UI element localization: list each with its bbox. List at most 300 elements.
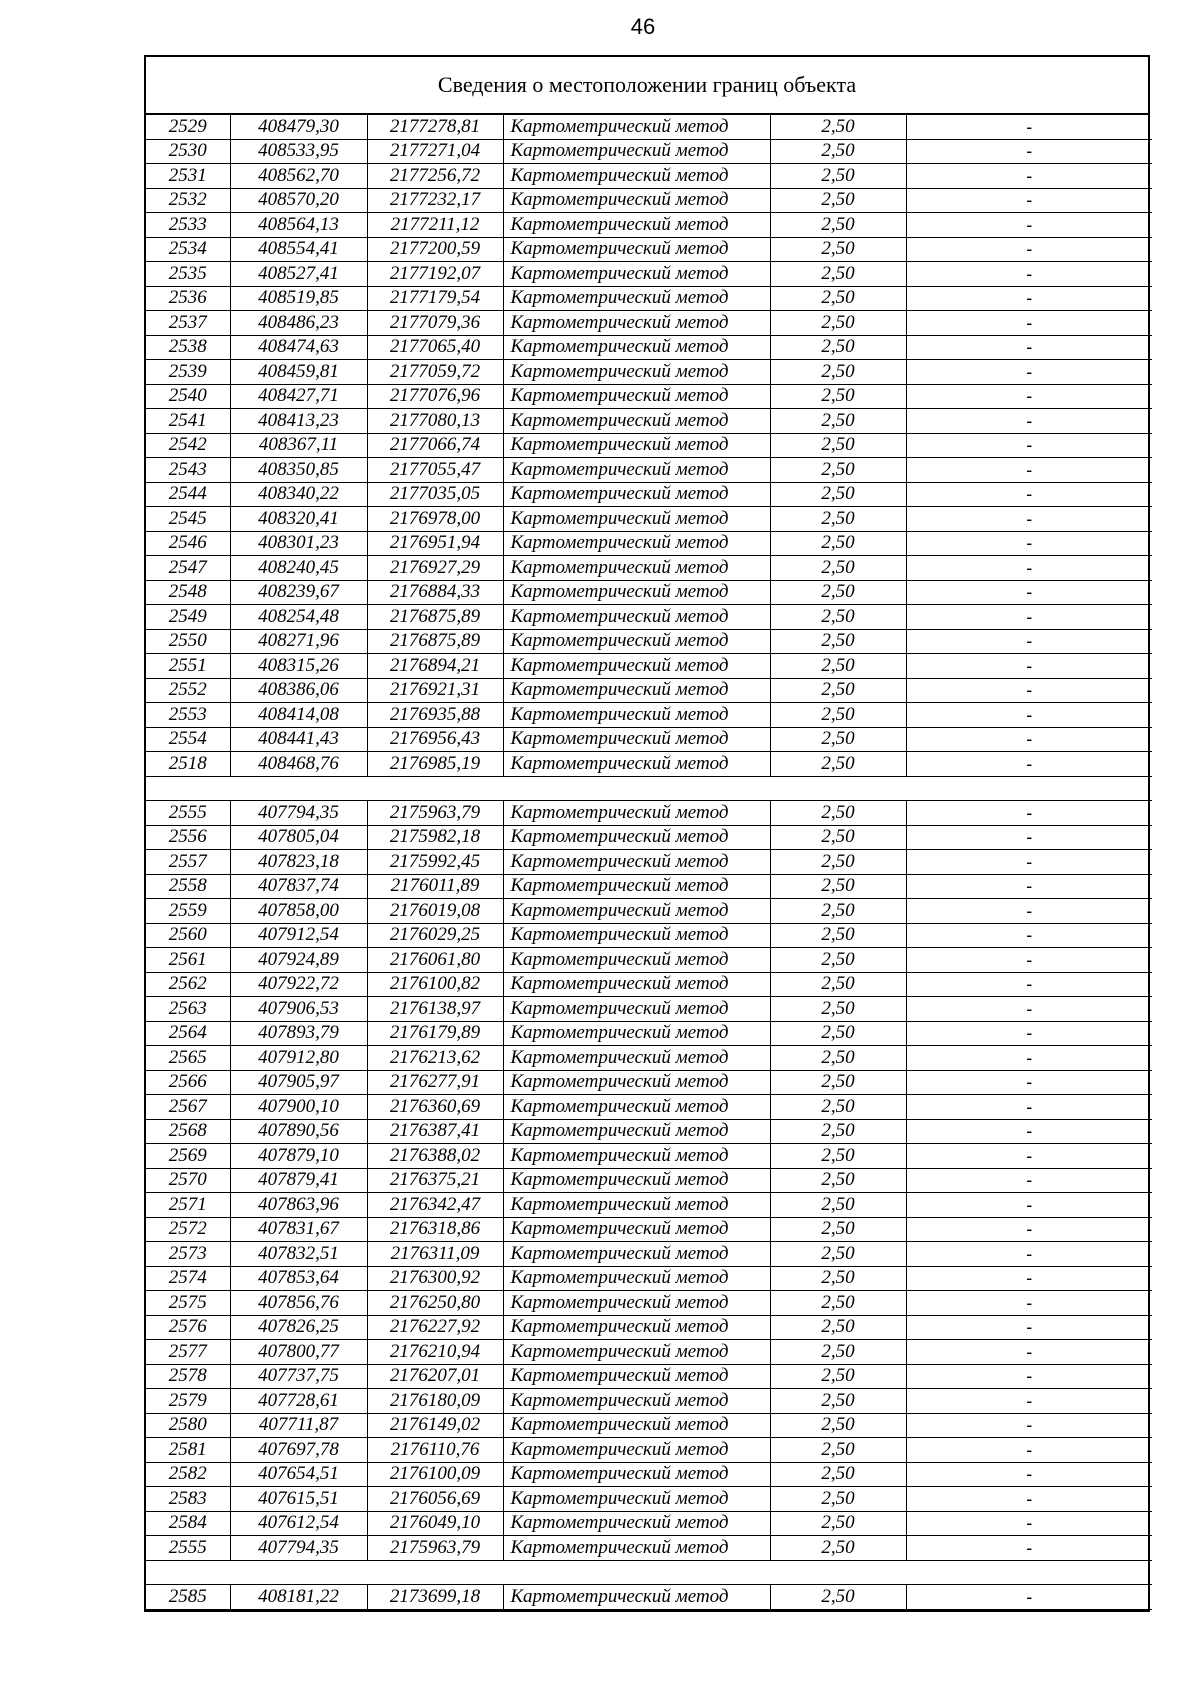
description-cell: - bbox=[906, 556, 1152, 581]
point-number-cell: 2542 bbox=[146, 433, 230, 458]
description-cell: - bbox=[906, 482, 1152, 507]
point-number-cell: 2531 bbox=[146, 164, 230, 189]
description-cell: - bbox=[906, 703, 1152, 728]
method-cell: Картометрический метод bbox=[503, 1095, 770, 1120]
y-coordinate-cell: 2176387,41 bbox=[367, 1119, 503, 1144]
method-cell: Картометрический метод bbox=[503, 948, 770, 973]
method-cell: Картометрический метод bbox=[503, 972, 770, 997]
x-coordinate-cell: 408441,43 bbox=[230, 727, 367, 752]
table-row bbox=[146, 115, 1152, 139]
y-coordinate-cell: 2176884,33 bbox=[367, 580, 503, 605]
x-coordinate-cell: 407832,51 bbox=[230, 1242, 367, 1267]
y-coordinate-cell: 2173699,18 bbox=[367, 1585, 503, 1610]
table-row bbox=[146, 1340, 1152, 1365]
table-row bbox=[146, 1144, 1152, 1169]
accuracy-cell: 2,50 bbox=[770, 1291, 906, 1316]
method-cell: Картометрический метод bbox=[503, 237, 770, 262]
description-cell: - bbox=[906, 1217, 1152, 1242]
y-coordinate-cell: 2177066,74 bbox=[367, 433, 503, 458]
y-coordinate-cell: 2177059,72 bbox=[367, 360, 503, 385]
x-coordinate-cell: 408459,81 bbox=[230, 360, 367, 385]
point-number-cell: 2575 bbox=[146, 1291, 230, 1316]
x-coordinate-cell: 407823,18 bbox=[230, 850, 367, 875]
point-number-cell: 2560 bbox=[146, 923, 230, 948]
table-row bbox=[146, 825, 1152, 850]
y-coordinate-cell: 2176388,02 bbox=[367, 1144, 503, 1169]
table-row bbox=[146, 384, 1152, 409]
method-cell: Картометрический метод bbox=[503, 629, 770, 654]
method-cell: Картометрический метод bbox=[503, 752, 770, 777]
description-cell: - bbox=[906, 139, 1152, 164]
description-cell: - bbox=[906, 654, 1152, 679]
method-cell: Картометрический метод bbox=[503, 1193, 770, 1218]
table-row bbox=[146, 188, 1152, 213]
method-cell: Картометрический метод bbox=[503, 262, 770, 287]
group-separator-row bbox=[146, 1560, 1152, 1585]
y-coordinate-cell: 2177079,36 bbox=[367, 311, 503, 336]
accuracy-cell: 2,50 bbox=[770, 286, 906, 311]
point-number-cell: 2558 bbox=[146, 874, 230, 899]
accuracy-cell: 2,50 bbox=[770, 384, 906, 409]
y-coordinate-cell: 2177256,72 bbox=[367, 164, 503, 189]
method-cell: Картометрический метод bbox=[503, 703, 770, 728]
y-coordinate-cell: 2176894,21 bbox=[367, 654, 503, 679]
point-number-cell: 2540 bbox=[146, 384, 230, 409]
table-row bbox=[146, 1487, 1152, 1512]
y-coordinate-cell: 2176935,88 bbox=[367, 703, 503, 728]
x-coordinate-cell: 408240,45 bbox=[230, 556, 367, 581]
x-coordinate-cell: 407794,35 bbox=[230, 1536, 367, 1561]
point-number-cell: 2555 bbox=[146, 1536, 230, 1561]
y-coordinate-cell: 2176927,29 bbox=[367, 556, 503, 581]
y-coordinate-cell: 2176138,97 bbox=[367, 997, 503, 1022]
x-coordinate-cell: 408474,63 bbox=[230, 335, 367, 360]
point-number-cell: 2585 bbox=[146, 1585, 230, 1610]
table-row bbox=[146, 1585, 1152, 1610]
x-coordinate-cell: 407922,72 bbox=[230, 972, 367, 997]
x-coordinate-cell: 407912,54 bbox=[230, 923, 367, 948]
method-cell: Картометрический метод bbox=[503, 1119, 770, 1144]
y-coordinate-cell: 2176110,76 bbox=[367, 1438, 503, 1463]
table-row bbox=[146, 1291, 1152, 1316]
table-row bbox=[146, 1438, 1152, 1463]
accuracy-cell: 2,50 bbox=[770, 1070, 906, 1095]
table-row bbox=[146, 433, 1152, 458]
point-number-cell: 2578 bbox=[146, 1364, 230, 1389]
y-coordinate-cell: 2176250,80 bbox=[367, 1291, 503, 1316]
accuracy-cell: 2,50 bbox=[770, 972, 906, 997]
y-coordinate-cell: 2176149,02 bbox=[367, 1413, 503, 1438]
method-cell: Картометрический метод bbox=[503, 654, 770, 679]
method-cell: Картометрический метод bbox=[503, 1438, 770, 1463]
table-row bbox=[146, 1119, 1152, 1144]
x-coordinate-cell: 408527,41 bbox=[230, 262, 367, 287]
x-coordinate-cell: 408564,13 bbox=[230, 213, 367, 238]
description-cell: - bbox=[906, 237, 1152, 262]
x-coordinate-cell: 407856,76 bbox=[230, 1291, 367, 1316]
accuracy-cell: 2,50 bbox=[770, 1021, 906, 1046]
x-coordinate-cell: 408386,06 bbox=[230, 678, 367, 703]
point-number-cell: 2565 bbox=[146, 1046, 230, 1071]
accuracy-cell: 2,50 bbox=[770, 237, 906, 262]
table-row bbox=[146, 1462, 1152, 1487]
x-coordinate-cell: 408367,11 bbox=[230, 433, 367, 458]
table-row bbox=[146, 580, 1152, 605]
accuracy-cell: 2,50 bbox=[770, 507, 906, 532]
description-cell: - bbox=[906, 1315, 1152, 1340]
method-cell: Картометрический метод bbox=[503, 531, 770, 556]
y-coordinate-cell: 2175992,45 bbox=[367, 850, 503, 875]
description-cell: - bbox=[906, 1193, 1152, 1218]
description-cell: - bbox=[906, 433, 1152, 458]
separator-cell bbox=[146, 776, 1152, 801]
x-coordinate-cell: 408427,71 bbox=[230, 384, 367, 409]
point-number-cell: 2536 bbox=[146, 286, 230, 311]
accuracy-cell: 2,50 bbox=[770, 311, 906, 336]
coordinates-table bbox=[146, 115, 1152, 1610]
method-cell: Картометрический метод bbox=[503, 1070, 770, 1095]
x-coordinate-cell: 407837,74 bbox=[230, 874, 367, 899]
method-cell: Картометрический метод bbox=[503, 923, 770, 948]
x-coordinate-cell: 408519,85 bbox=[230, 286, 367, 311]
description-cell: - bbox=[906, 1266, 1152, 1291]
accuracy-cell: 2,50 bbox=[770, 1511, 906, 1536]
y-coordinate-cell: 2176049,10 bbox=[367, 1511, 503, 1536]
accuracy-cell: 2,50 bbox=[770, 1438, 906, 1463]
method-cell: Картометрический метод bbox=[503, 482, 770, 507]
description-cell: - bbox=[906, 1511, 1152, 1536]
x-coordinate-cell: 408486,23 bbox=[230, 311, 367, 336]
description-cell: - bbox=[906, 458, 1152, 483]
accuracy-cell: 2,50 bbox=[770, 801, 906, 826]
method-cell: Картометрический метод bbox=[503, 1315, 770, 1340]
method-cell: Картометрический метод bbox=[503, 1021, 770, 1046]
y-coordinate-cell: 2176210,94 bbox=[367, 1340, 503, 1365]
description-cell: - bbox=[906, 1487, 1152, 1512]
accuracy-cell: 2,50 bbox=[770, 531, 906, 556]
y-coordinate-cell: 2175982,18 bbox=[367, 825, 503, 850]
x-coordinate-cell: 407737,75 bbox=[230, 1364, 367, 1389]
x-coordinate-cell: 408533,95 bbox=[230, 139, 367, 164]
table-row bbox=[146, 458, 1152, 483]
accuracy-cell: 2,50 bbox=[770, 923, 906, 948]
y-coordinate-cell: 2176951,94 bbox=[367, 531, 503, 556]
method-cell: Картометрический метод bbox=[503, 1364, 770, 1389]
description-cell: - bbox=[906, 1438, 1152, 1463]
x-coordinate-cell: 408468,76 bbox=[230, 752, 367, 777]
table-row bbox=[146, 1413, 1152, 1438]
description-cell: - bbox=[906, 605, 1152, 630]
y-coordinate-cell: 2175963,79 bbox=[367, 801, 503, 826]
x-coordinate-cell: 407924,89 bbox=[230, 948, 367, 973]
y-coordinate-cell: 2176179,89 bbox=[367, 1021, 503, 1046]
y-coordinate-cell: 2177200,59 bbox=[367, 237, 503, 262]
point-number-cell: 2557 bbox=[146, 850, 230, 875]
table-row bbox=[146, 1070, 1152, 1095]
table-row bbox=[146, 1315, 1152, 1340]
method-cell: Картометрический метод bbox=[503, 188, 770, 213]
description-cell: - bbox=[906, 286, 1152, 311]
point-number-cell: 2562 bbox=[146, 972, 230, 997]
description-cell: - bbox=[906, 360, 1152, 385]
point-number-cell: 2552 bbox=[146, 678, 230, 703]
table-row bbox=[146, 311, 1152, 336]
x-coordinate-cell: 407905,97 bbox=[230, 1070, 367, 1095]
table-row bbox=[146, 409, 1152, 434]
point-number-cell: 2576 bbox=[146, 1315, 230, 1340]
accuracy-cell: 2,50 bbox=[770, 629, 906, 654]
method-cell: Картометрический метод bbox=[503, 580, 770, 605]
y-coordinate-cell: 2176318,86 bbox=[367, 1217, 503, 1242]
point-number-cell: 2537 bbox=[146, 311, 230, 336]
point-number-cell: 2570 bbox=[146, 1168, 230, 1193]
method-cell: Картометрический метод bbox=[503, 164, 770, 189]
point-number-cell: 2569 bbox=[146, 1144, 230, 1169]
description-cell: - bbox=[906, 899, 1152, 924]
y-coordinate-cell: 2177065,40 bbox=[367, 335, 503, 360]
point-number-cell: 2543 bbox=[146, 458, 230, 483]
x-coordinate-cell: 408239,67 bbox=[230, 580, 367, 605]
method-cell: Картометрический метод bbox=[503, 1242, 770, 1267]
description-cell: - bbox=[906, 1364, 1152, 1389]
accuracy-cell: 2,50 bbox=[770, 1046, 906, 1071]
point-number-cell: 2549 bbox=[146, 605, 230, 630]
table-row bbox=[146, 335, 1152, 360]
x-coordinate-cell: 407654,51 bbox=[230, 1462, 367, 1487]
method-cell: Картометрический метод bbox=[503, 139, 770, 164]
y-coordinate-cell: 2176875,89 bbox=[367, 605, 503, 630]
table-row bbox=[146, 531, 1152, 556]
y-coordinate-cell: 2176019,08 bbox=[367, 899, 503, 924]
x-coordinate-cell: 407697,78 bbox=[230, 1438, 367, 1463]
accuracy-cell: 2,50 bbox=[770, 115, 906, 139]
description-cell: - bbox=[906, 1070, 1152, 1095]
table-row bbox=[146, 1193, 1152, 1218]
method-cell: Картометрический метод bbox=[503, 286, 770, 311]
point-number-cell: 2567 bbox=[146, 1095, 230, 1120]
accuracy-cell: 2,50 bbox=[770, 1095, 906, 1120]
accuracy-cell: 2,50 bbox=[770, 409, 906, 434]
x-coordinate-cell: 407800,77 bbox=[230, 1340, 367, 1365]
description-cell: - bbox=[906, 1585, 1152, 1610]
method-cell: Картометрический метод bbox=[503, 801, 770, 826]
table-row bbox=[146, 678, 1152, 703]
accuracy-cell: 2,50 bbox=[770, 1462, 906, 1487]
table-row bbox=[146, 1168, 1152, 1193]
y-coordinate-cell: 2176985,19 bbox=[367, 752, 503, 777]
table-row bbox=[146, 213, 1152, 238]
x-coordinate-cell: 407711,87 bbox=[230, 1413, 367, 1438]
point-number-cell: 2555 bbox=[146, 801, 230, 826]
x-coordinate-cell: 407879,41 bbox=[230, 1168, 367, 1193]
accuracy-cell: 2,50 bbox=[770, 1413, 906, 1438]
point-number-cell: 2571 bbox=[146, 1193, 230, 1218]
accuracy-cell: 2,50 bbox=[770, 1193, 906, 1218]
point-number-cell: 2548 bbox=[146, 580, 230, 605]
accuracy-cell: 2,50 bbox=[770, 678, 906, 703]
group-separator-row bbox=[146, 776, 1152, 801]
description-cell: - bbox=[906, 801, 1152, 826]
description-cell: - bbox=[906, 1462, 1152, 1487]
point-number-cell: 2534 bbox=[146, 237, 230, 262]
table-row bbox=[146, 874, 1152, 899]
description-cell: - bbox=[906, 997, 1152, 1022]
accuracy-cell: 2,50 bbox=[770, 1364, 906, 1389]
accuracy-cell: 2,50 bbox=[770, 262, 906, 287]
accuracy-cell: 2,50 bbox=[770, 1315, 906, 1340]
point-number-cell: 2573 bbox=[146, 1242, 230, 1267]
page-number: 46 bbox=[630, 14, 656, 39]
method-cell: Картометрический метод bbox=[503, 1266, 770, 1291]
description-cell: - bbox=[906, 1536, 1152, 1561]
accuracy-cell: 2,50 bbox=[770, 1119, 906, 1144]
point-number-cell: 2518 bbox=[146, 752, 230, 777]
accuracy-cell: 2,50 bbox=[770, 1536, 906, 1561]
description-cell: - bbox=[906, 727, 1152, 752]
accuracy-cell: 2,50 bbox=[770, 188, 906, 213]
x-coordinate-cell: 408562,70 bbox=[230, 164, 367, 189]
point-number-cell: 2546 bbox=[146, 531, 230, 556]
point-number-cell: 2561 bbox=[146, 948, 230, 973]
description-cell: - bbox=[906, 1389, 1152, 1414]
point-number-cell: 2532 bbox=[146, 188, 230, 213]
y-coordinate-cell: 2177271,04 bbox=[367, 139, 503, 164]
point-number-cell: 2559 bbox=[146, 899, 230, 924]
accuracy-cell: 2,50 bbox=[770, 899, 906, 924]
method-cell: Картометрический метод bbox=[503, 899, 770, 924]
table-row bbox=[146, 1511, 1152, 1536]
y-coordinate-cell: 2176956,43 bbox=[367, 727, 503, 752]
table-row bbox=[146, 262, 1152, 287]
point-number-cell: 2533 bbox=[146, 213, 230, 238]
point-number-cell: 2584 bbox=[146, 1511, 230, 1536]
y-coordinate-cell: 2176342,47 bbox=[367, 1193, 503, 1218]
description-cell: - bbox=[906, 629, 1152, 654]
accuracy-cell: 2,50 bbox=[770, 874, 906, 899]
point-number-cell: 2580 bbox=[146, 1413, 230, 1438]
point-number-cell: 2541 bbox=[146, 409, 230, 434]
table-row bbox=[146, 1266, 1152, 1291]
table-row bbox=[146, 1217, 1152, 1242]
description-cell: - bbox=[906, 1021, 1152, 1046]
point-number-cell: 2582 bbox=[146, 1462, 230, 1487]
description-cell: - bbox=[906, 1046, 1152, 1071]
point-number-cell: 2572 bbox=[146, 1217, 230, 1242]
method-cell: Картометрический метод bbox=[503, 458, 770, 483]
point-number-cell: 2545 bbox=[146, 507, 230, 532]
description-cell: - bbox=[906, 850, 1152, 875]
table-row bbox=[146, 850, 1152, 875]
accuracy-cell: 2,50 bbox=[770, 1340, 906, 1365]
y-coordinate-cell: 2176375,21 bbox=[367, 1168, 503, 1193]
method-cell: Картометрический метод bbox=[503, 997, 770, 1022]
y-coordinate-cell: 2176360,69 bbox=[367, 1095, 503, 1120]
accuracy-cell: 2,50 bbox=[770, 752, 906, 777]
method-cell: Картометрический метод bbox=[503, 825, 770, 850]
table-row bbox=[146, 923, 1152, 948]
point-number-cell: 2568 bbox=[146, 1119, 230, 1144]
method-cell: Картометрический метод bbox=[503, 1217, 770, 1242]
table-title: Сведения о местоположении границ объекта bbox=[146, 57, 1148, 115]
y-coordinate-cell: 2176207,01 bbox=[367, 1364, 503, 1389]
y-coordinate-cell: 2177035,05 bbox=[367, 482, 503, 507]
method-cell: Картометрический метод bbox=[503, 433, 770, 458]
x-coordinate-cell: 408271,96 bbox=[230, 629, 367, 654]
y-coordinate-cell: 2176061,80 bbox=[367, 948, 503, 973]
description-cell: - bbox=[906, 384, 1152, 409]
description-cell: - bbox=[906, 1291, 1152, 1316]
accuracy-cell: 2,50 bbox=[770, 825, 906, 850]
method-cell: Картометрический метод bbox=[503, 556, 770, 581]
accuracy-cell: 2,50 bbox=[770, 213, 906, 238]
description-cell: - bbox=[906, 1144, 1152, 1169]
table-row bbox=[146, 164, 1152, 189]
table-row bbox=[146, 899, 1152, 924]
accuracy-cell: 2,50 bbox=[770, 335, 906, 360]
accuracy-cell: 2,50 bbox=[770, 1389, 906, 1414]
method-cell: Картометрический метод bbox=[503, 507, 770, 532]
y-coordinate-cell: 2176300,92 bbox=[367, 1266, 503, 1291]
description-cell: - bbox=[906, 874, 1152, 899]
y-coordinate-cell: 2177278,81 bbox=[367, 115, 503, 139]
coordinates-table-frame bbox=[144, 55, 1150, 1612]
table-row bbox=[146, 482, 1152, 507]
table-row bbox=[146, 629, 1152, 654]
method-cell: Картометрический метод bbox=[503, 1046, 770, 1071]
method-cell: Картометрический метод bbox=[503, 874, 770, 899]
point-number-cell: 2564 bbox=[146, 1021, 230, 1046]
table-row bbox=[146, 1046, 1152, 1071]
y-coordinate-cell: 2176011,89 bbox=[367, 874, 503, 899]
accuracy-cell: 2,50 bbox=[770, 997, 906, 1022]
point-number-cell: 2538 bbox=[146, 335, 230, 360]
x-coordinate-cell: 408554,41 bbox=[230, 237, 367, 262]
description-cell: - bbox=[906, 1119, 1152, 1144]
table-row bbox=[146, 139, 1152, 164]
point-number-cell: 2550 bbox=[146, 629, 230, 654]
table-row bbox=[146, 360, 1152, 385]
accuracy-cell: 2,50 bbox=[770, 360, 906, 385]
point-number-cell: 2529 bbox=[146, 115, 230, 139]
point-number-cell: 2539 bbox=[146, 360, 230, 385]
x-coordinate-cell: 407893,79 bbox=[230, 1021, 367, 1046]
y-coordinate-cell: 2176277,91 bbox=[367, 1070, 503, 1095]
table-row bbox=[146, 948, 1152, 973]
accuracy-cell: 2,50 bbox=[770, 1585, 906, 1610]
method-cell: Картометрический метод bbox=[503, 1389, 770, 1414]
point-number-cell: 2581 bbox=[146, 1438, 230, 1463]
x-coordinate-cell: 407890,56 bbox=[230, 1119, 367, 1144]
description-cell: - bbox=[906, 1168, 1152, 1193]
point-number-cell: 2563 bbox=[146, 997, 230, 1022]
description-cell: - bbox=[906, 164, 1152, 189]
method-cell: Картометрический метод bbox=[503, 1340, 770, 1365]
x-coordinate-cell: 408413,23 bbox=[230, 409, 367, 434]
x-coordinate-cell: 407615,51 bbox=[230, 1487, 367, 1512]
description-cell: - bbox=[906, 311, 1152, 336]
table-row bbox=[146, 507, 1152, 532]
y-coordinate-cell: 2176100,09 bbox=[367, 1462, 503, 1487]
x-coordinate-cell: 408301,23 bbox=[230, 531, 367, 556]
point-number-cell: 2554 bbox=[146, 727, 230, 752]
accuracy-cell: 2,50 bbox=[770, 1144, 906, 1169]
table-row bbox=[146, 1389, 1152, 1414]
description-cell: - bbox=[906, 1242, 1152, 1267]
y-coordinate-cell: 2177179,54 bbox=[367, 286, 503, 311]
y-coordinate-cell: 2177192,07 bbox=[367, 262, 503, 287]
method-cell: Картометрический метод bbox=[503, 384, 770, 409]
description-cell: - bbox=[906, 678, 1152, 703]
